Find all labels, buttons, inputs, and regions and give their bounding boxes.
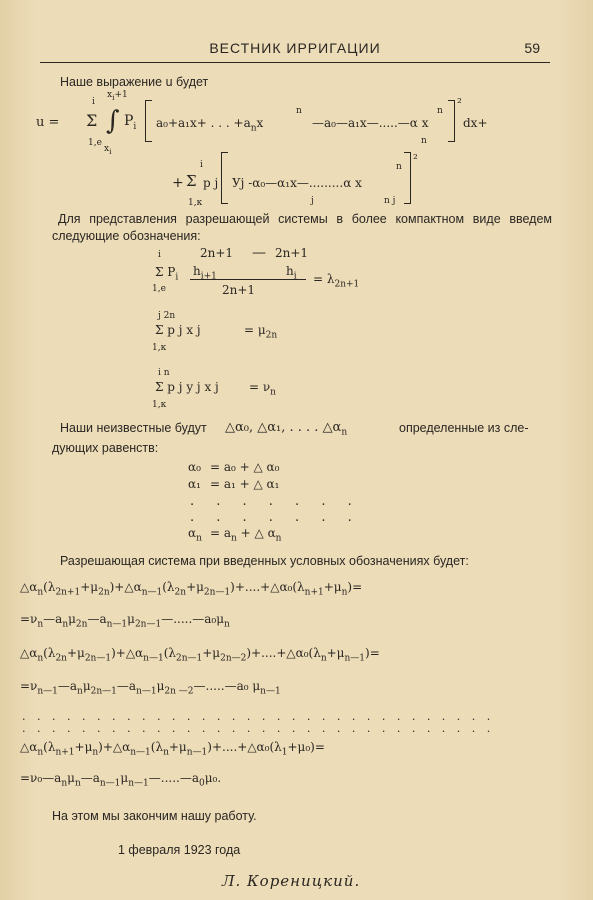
integral-sign: ∫: [106, 106, 120, 136]
n2-top: j 2n: [158, 311, 176, 321]
system-dots-1: . . . . . . . . . . . . . . . . . . . . . . . . . . . . . . . .: [22, 710, 495, 723]
unknowns-tail: определенные из сле-: [399, 421, 529, 435]
unknowns-line2: дующих равенств:: [52, 441, 159, 455]
sum-top: i: [92, 97, 95, 107]
line2-plus: +: [172, 175, 184, 191]
int-top-rest: +1: [114, 90, 128, 100]
int-top-sub: i: [112, 92, 115, 102]
sum-bottom: 1,e: [88, 138, 102, 148]
eq0-lhs: α₀: [188, 460, 201, 474]
poly-sub: n: [250, 123, 257, 134]
yj-sub2: n j: [384, 196, 396, 206]
author-signature: Л. Кореницкий.: [222, 872, 361, 890]
n1-sum: Σ P: [155, 265, 176, 279]
int-top: x: [107, 90, 113, 100]
n1-fraction-bar: [190, 279, 306, 280]
eqn-lhs: α: [188, 526, 197, 540]
n3-eq: = ν: [249, 380, 271, 394]
date-line: 1 февраля 1923 года: [118, 843, 241, 857]
system-eq2-lhs: $\triangle\alpha_n(\lambda_{2n}+\mu_{2n—1})+\triangle\alpha_{n—1}(\lambda_{2n—1}+\mu_{2n—2})+....+\triangle\alpha_0(\lambda_n+\mu_{n—1})=$: [20, 646, 380, 664]
eq1-lhs: α₁: [188, 477, 201, 491]
poly-x: x: [256, 116, 264, 130]
system-dots-2: . . . . . . . . . . . . . . . . . . . . . . . . . . . . . . . .: [22, 722, 495, 735]
unknowns-lead: Наши неизвестные будут: [60, 421, 207, 435]
journal-title: ВЕСТНИК ИРРИГАЦИИ: [209, 40, 381, 56]
n3-sum: Σ p j y j x j: [155, 380, 219, 394]
page-number: 59: [524, 40, 540, 56]
left-bracket-2: [221, 152, 228, 204]
n1-den: 2n+1: [222, 283, 256, 297]
n3-bottom: 1,к: [152, 400, 167, 410]
sum-sign: Σ: [86, 111, 98, 130]
unknowns-list: △α₀, △α₁, . . . . △α: [225, 420, 342, 435]
sum2-top: i: [200, 160, 203, 170]
minus-part: —a₀—a₁x—.....—α x: [312, 116, 429, 130]
eq-dots-2: . . . . . . .: [190, 510, 361, 525]
eqn-lhs-sub: n: [196, 533, 202, 544]
n1-h-right-sub: i: [293, 271, 297, 282]
n2-eq: = μ: [244, 323, 266, 337]
n1-num-left: 2n+1: [200, 246, 234, 260]
system-eq1-rhs: $=\nu_n—a_n\mu_{2n}—a_{n—1}\mu_{2n—1}—.....—a_0\mu_n$: [20, 612, 230, 630]
weight-p: P: [124, 113, 134, 129]
pj-weight: p j: [203, 176, 219, 190]
u-lhs: u =: [36, 115, 60, 130]
right-bracket: [448, 100, 455, 142]
n1-minus: —: [252, 245, 266, 261]
n1-top: i: [158, 250, 161, 260]
sum2-bottom: 1,к: [188, 198, 203, 208]
eqn-rhs-tail-sub: n: [275, 533, 282, 544]
sum2-sign: Σ: [186, 172, 197, 190]
n1-eq-sub: 2n+1: [334, 279, 360, 290]
yj-exp: n: [396, 162, 402, 172]
yj-sub: j: [311, 196, 314, 206]
minus-sub: n: [421, 136, 427, 146]
minus-exp: n: [437, 106, 443, 116]
eq0-rhs: = a₀ + △ α₀: [210, 460, 280, 474]
eqn-rhs: = a: [210, 526, 232, 540]
poly-exp: n: [296, 106, 302, 116]
n1-h-right: h: [286, 264, 294, 278]
square-2: ²: [413, 152, 418, 166]
eqn-rhs-tail: + △ α: [240, 526, 276, 540]
eq-dots-1: . . . . . . .: [190, 494, 361, 509]
left-bracket: [145, 100, 152, 142]
right-bracket-2: [404, 152, 411, 204]
int-bottom-sub: i: [109, 146, 112, 156]
n1-num-right: 2n+1: [275, 246, 309, 260]
n2-sum: Σ p j x j: [155, 323, 201, 337]
int-bottom: x: [104, 144, 110, 154]
system-eq1-lhs: $\triangle\alpha_n(\lambda_{2n+1}+\mu_{2n})+\triangle\alpha_{n—1}(\lambda_{2n}+\mu_{2n—1})+....+\triangle\alpha_0(\lambda_{n+1}+\mu_n)=$: [20, 580, 363, 598]
n2-bottom: 1,к: [152, 343, 167, 353]
unknowns-list-sub: n: [341, 427, 348, 438]
square: ²: [457, 96, 462, 110]
closing-line: На этом мы закончим нашу работу.: [52, 809, 257, 823]
n1-bottom: 1,e: [152, 284, 166, 294]
n1-h-left-sub: i+1: [200, 271, 217, 282]
system-eq3-lhs: $\triangle\alpha_n(\lambda_{n+1}+\mu_n)+\triangle\alpha_{n—1}(\lambda_n+\mu_{n—1})+....+\triangle\alpha_0(\lambda_1+\mu_0)=$: [20, 740, 325, 758]
system-intro: Разрешающая система при введенных условных обозначениях будет:: [60, 554, 469, 568]
u-tail: dx+: [463, 116, 488, 130]
intro-line: Наше выражение u будет: [60, 75, 209, 89]
n2-eq-sub: 2n: [265, 330, 278, 341]
weight-sub: i: [133, 121, 137, 132]
notation-paragraph: Для представления разрешающей системы в более компактном виде введем следующие обозначения:: [52, 212, 552, 243]
n1-sum-sub: i: [175, 272, 179, 283]
eq1-rhs: = a₁ + △ α₁: [210, 477, 280, 491]
n1-h-left: h: [193, 264, 201, 278]
n3-eq-sub: n: [270, 387, 276, 398]
n1-eq: = λ: [313, 272, 335, 286]
n3-top: i n: [158, 368, 170, 378]
running-header: [40, 36, 550, 63]
poly-part: a₀+a₁x+ . . . +a: [156, 116, 251, 130]
system-eq2-rhs: $=\nu_{n—1}—a_n\mu_{2n—1}—a_{n—1}\mu_{2n —2}—.....—a_0$ $\mu_{n—1}$: [20, 679, 281, 697]
yj-part: Уj -α₀—α₁x—.........α x: [232, 176, 362, 190]
system-eq3-rhs: $=\nu_0—a_n\mu_n—a_{n—1}\mu_{n—1}—.....—a_0\mu_0$.: [20, 771, 222, 789]
eqn-rhs-sub: n: [231, 533, 237, 544]
